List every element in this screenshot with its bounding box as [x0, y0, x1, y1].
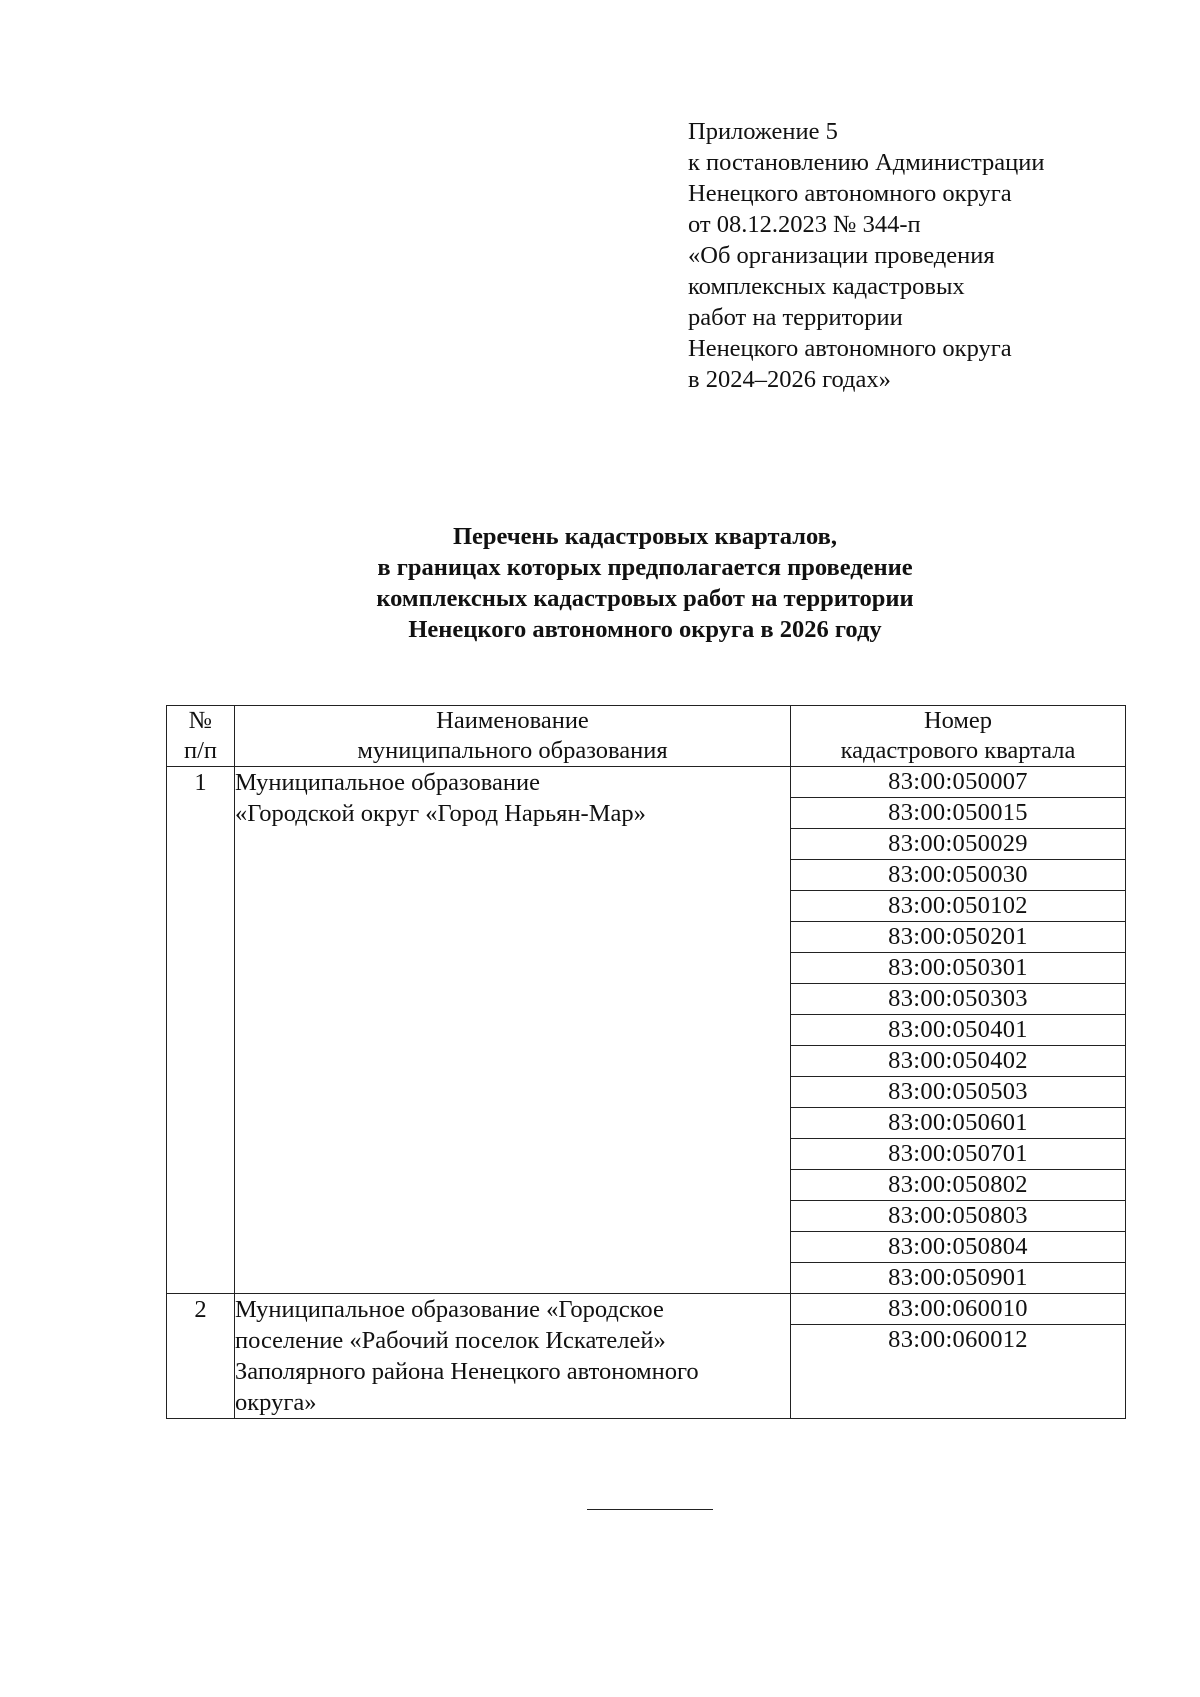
- header-municipality: [235, 706, 791, 767]
- municipality-name-line: Муниципальное образование «Городское: [235, 1296, 664, 1323]
- municipality-name: [235, 767, 791, 1294]
- header-quarter-line: Номер: [923, 707, 993, 734]
- quarter-number: 83:00:050804: [791, 1232, 1125, 1263]
- table-row: [167, 767, 1126, 1294]
- quarter-number: 83:00:050102: [791, 891, 1125, 922]
- quarter-number: 83:00:050303: [791, 984, 1125, 1015]
- quarter-number: 83:00:050701: [791, 1139, 1125, 1170]
- appendix-line: Ненецкого автономного округа: [688, 335, 1012, 362]
- appendix-line: Ненецкого автономного округа: [688, 180, 1012, 207]
- title-line: Перечень кадастровых кварталов,: [453, 523, 837, 550]
- appendix-line: к постановлению Администрации: [688, 149, 1045, 176]
- quarter-number: 83:00:050601: [791, 1108, 1125, 1139]
- quarter-number: 83:00:050030: [791, 860, 1125, 891]
- header-municipality-line: Наименование: [436, 707, 589, 734]
- title-line: Ненецкого автономного округа в 2026 году: [408, 616, 882, 643]
- quarter-number: 83:00:050029: [791, 829, 1125, 860]
- header-number-line: п/п: [183, 737, 218, 764]
- appendix-line: Приложение 5: [688, 118, 838, 145]
- quarter-number: 83:00:050301: [791, 953, 1125, 984]
- appendix-line: «Об организации проведения: [688, 242, 995, 269]
- table-row: [167, 1294, 1126, 1419]
- municipality-name-line: Заполярного района Ненецкого автономного: [235, 1358, 699, 1385]
- header-quarter-line: кадастрового квартала: [840, 737, 1076, 764]
- quarter-number: 83:00:050803: [791, 1201, 1125, 1232]
- quarter-list: [791, 1294, 1126, 1419]
- title-line: комплексных кадастровых работ на территории: [376, 585, 914, 612]
- closing-rule: [587, 1509, 713, 1510]
- table-header-row: [167, 706, 1126, 767]
- appendix-line: работ на территории: [688, 304, 903, 331]
- header-number-line: №: [188, 707, 213, 734]
- municipality-name-line: Муниципальное образование: [235, 769, 540, 796]
- header-quarter-number: [791, 706, 1126, 767]
- cadastral-quarters-table: [166, 705, 1126, 1419]
- quarter-number: 83:00:050015: [791, 798, 1125, 829]
- header-municipality-line: муниципального образования: [357, 737, 668, 764]
- quarter-number: 83:00:050402: [791, 1046, 1125, 1077]
- quarter-number: 83:00:060012: [888, 1326, 1028, 1353]
- quarter-number: 83:00:050503: [791, 1077, 1125, 1108]
- quarter-number: 83:00:050401: [791, 1015, 1125, 1046]
- title-line: в границах которых предполагается проведение: [377, 554, 913, 581]
- municipality-name: [235, 1294, 791, 1419]
- row-number: 1: [167, 767, 235, 1294]
- quarter-number: 83:00:050802: [791, 1170, 1125, 1201]
- quarter-list: [791, 767, 1126, 1294]
- appendix-line: от 08.12.2023 № 344-п: [688, 211, 921, 238]
- document-title: [0, 521, 1200, 645]
- header-number: [167, 706, 235, 767]
- appendix-line: в 2024–2026 годах»: [688, 366, 891, 393]
- quarter-number: 83:00:050201: [791, 922, 1125, 953]
- appendix-block: [688, 116, 1148, 395]
- row-number: 2: [167, 1294, 235, 1419]
- municipality-name-line: «Городской округ «Город Нарьян-Мар»: [235, 800, 646, 827]
- appendix-line: комплексных кадастровых: [688, 273, 965, 300]
- municipality-name-line: округа»: [235, 1389, 317, 1416]
- quarter-number: 83:00:050007: [791, 767, 1125, 798]
- quarter-number: 83:00:050901: [888, 1264, 1028, 1291]
- quarter-number: 83:00:060010: [791, 1294, 1125, 1325]
- municipality-name-line: поселение «Рабочий поселок Искателей»: [235, 1327, 666, 1354]
